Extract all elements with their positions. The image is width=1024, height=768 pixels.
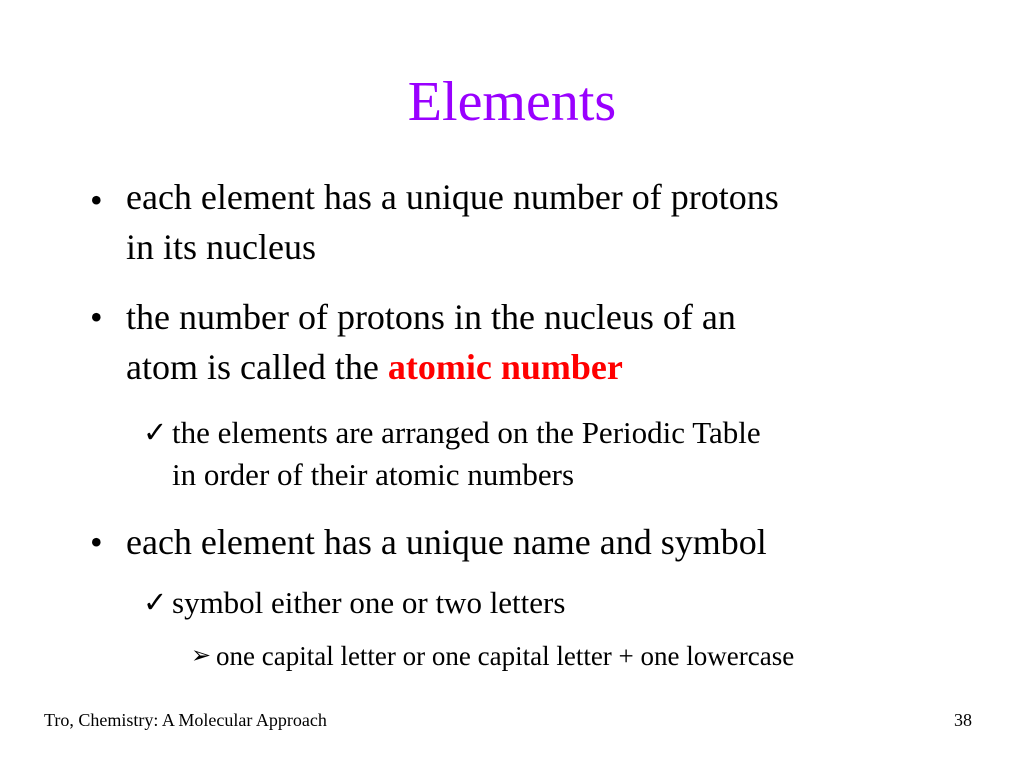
- bullet-item-1-line-2: in its nucleus: [126, 227, 316, 267]
- checkmark-icon: ✓: [143, 587, 168, 619]
- atomic-number-emphasis: atomic number: [387, 347, 623, 387]
- arrow-bullet-icon: ➢: [191, 643, 212, 669]
- sub-item-3-1-1-line-1: one capital letter or one capital letter + one lowercase: [216, 641, 795, 671]
- bullet-item-2-line-2: [126, 342, 986, 392]
- page-number: 38: [954, 710, 972, 730]
- bullet-item-3-line-1: each element has a unique name and symbol: [126, 522, 767, 562]
- sub-item-3-1-1: [216, 638, 996, 674]
- sub-item-2-1: [172, 412, 972, 496]
- sub-item-3-1: [172, 582, 972, 624]
- bullet-icon: •: [90, 297, 103, 337]
- sub-item-3-1-line-1: symbol either one or two letters: [172, 585, 566, 620]
- footer-source: Tro, Chemistry: A Molecular Approach: [44, 710, 327, 730]
- bullet-icon: •: [90, 522, 103, 562]
- bullet-item-2-line-1: the number of protons in the nucleus of an: [126, 297, 736, 337]
- bullet-item-2-line-2-text: atom is called the: [126, 347, 388, 387]
- slide-title: Elements: [407, 71, 617, 133]
- bullet-item-3: [126, 517, 986, 567]
- bullet-item-1-line-1: each element has a unique number of protons: [126, 177, 779, 217]
- sub-item-2-1-line-2: in order of their atomic numbers: [172, 457, 575, 492]
- sub-item-2-1-line-1: the elements are arranged on the Periodic Table: [172, 415, 761, 450]
- checkmark-icon: ✓: [143, 417, 168, 449]
- bullet-item-2: [126, 292, 986, 392]
- bullet-item-1: [126, 172, 986, 272]
- bullet-icon: •: [90, 180, 103, 220]
